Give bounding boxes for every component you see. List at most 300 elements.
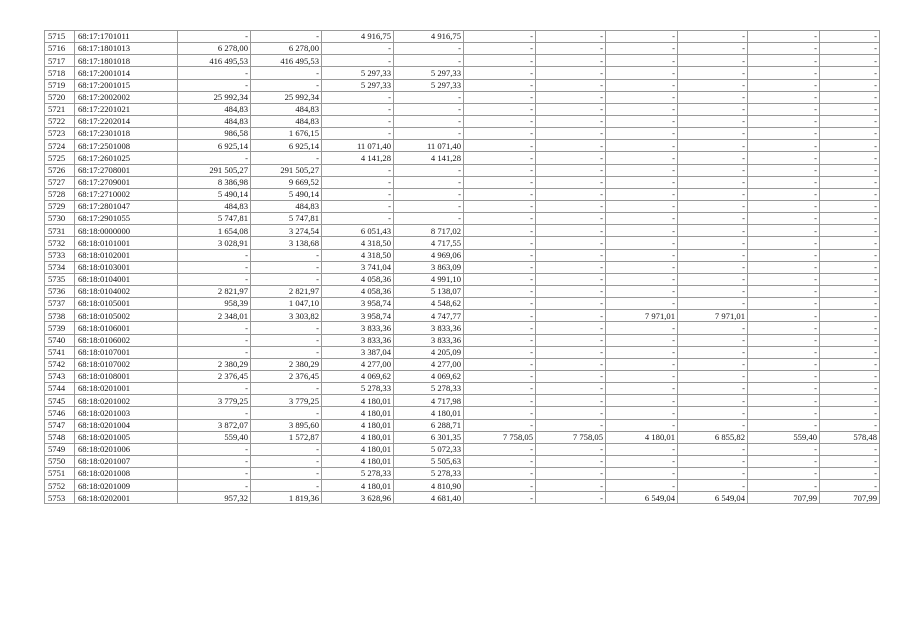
value-cell[interactable]: - [464,128,536,140]
value-cell[interactable]: - [322,115,394,127]
value-cell[interactable]: - [678,261,748,273]
value-cell[interactable]: 1 572,87 [251,431,322,443]
value-cell[interactable]: - [178,249,251,261]
value-cell[interactable]: 3 895,60 [251,419,322,431]
value-cell[interactable]: - [322,164,394,176]
value-cell[interactable]: - [820,91,880,103]
value-cell[interactable]: 7 758,05 [536,431,606,443]
value-cell[interactable]: - [178,261,251,273]
value-cell[interactable]: - [748,455,820,467]
value-cell[interactable]: 2 821,97 [251,285,322,297]
row-number-cell[interactable]: 5735 [45,273,75,285]
value-cell[interactable]: - [536,310,606,322]
value-cell[interactable]: - [251,79,322,91]
value-cell[interactable]: - [464,225,536,237]
value-cell[interactable]: - [678,285,748,297]
cadastral-code-cell[interactable]: 68:17:2002002 [75,91,178,103]
value-cell[interactable]: - [394,213,464,225]
value-cell[interactable]: - [606,67,678,79]
value-cell[interactable]: - [606,468,678,480]
value-cell[interactable]: - [536,91,606,103]
value-cell[interactable]: - [748,176,820,188]
cadastral-code-cell[interactable]: 68:17:2001014 [75,67,178,79]
value-cell[interactable]: - [536,346,606,358]
cadastral-code-cell[interactable]: 68:17:2501008 [75,140,178,152]
value-cell[interactable]: - [178,152,251,164]
value-cell[interactable]: 484,83 [178,103,251,115]
value-cell[interactable]: 6 925,14 [178,140,251,152]
value-cell[interactable]: - [678,419,748,431]
value-cell[interactable]: - [178,480,251,492]
value-cell[interactable]: - [251,334,322,346]
value-cell[interactable]: 484,83 [251,115,322,127]
value-cell[interactable]: - [748,164,820,176]
value-cell[interactable]: - [606,273,678,285]
cadastral-code-cell[interactable]: 68:18:0201007 [75,455,178,467]
value-cell[interactable]: - [536,395,606,407]
value-cell[interactable]: 1 654,08 [178,225,251,237]
value-cell[interactable]: - [464,407,536,419]
value-cell[interactable]: - [464,43,536,55]
cadastral-code-cell[interactable]: 68:18:0106002 [75,334,178,346]
cadastral-code-cell[interactable]: 68:17:2801047 [75,200,178,212]
value-cell[interactable]: 4 810,90 [394,480,464,492]
value-cell[interactable]: - [464,310,536,322]
value-cell[interactable]: 4 318,50 [322,249,394,261]
value-cell[interactable]: - [678,298,748,310]
value-cell[interactable]: - [748,443,820,455]
value-cell[interactable]: 2 821,97 [178,285,251,297]
row-number-cell[interactable]: 5753 [45,492,75,504]
value-cell[interactable]: - [820,188,880,200]
value-cell[interactable]: 7 971,01 [678,310,748,322]
value-cell[interactable]: - [748,140,820,152]
value-cell[interactable]: - [464,273,536,285]
value-cell[interactable]: 6 288,71 [394,419,464,431]
value-cell[interactable]: - [606,358,678,370]
value-cell[interactable]: - [322,188,394,200]
value-cell[interactable]: - [464,443,536,455]
value-cell[interactable]: - [464,261,536,273]
row-number-cell[interactable]: 5730 [45,213,75,225]
value-cell[interactable]: - [464,480,536,492]
value-cell[interactable]: 4 318,50 [322,237,394,249]
value-cell[interactable]: - [678,43,748,55]
value-cell[interactable]: - [464,285,536,297]
value-cell[interactable]: 5 278,33 [322,383,394,395]
cadastral-code-cell[interactable]: 68:18:0201005 [75,431,178,443]
value-cell[interactable]: - [536,407,606,419]
value-cell[interactable]: 4 069,62 [394,370,464,382]
row-number-cell[interactable]: 5745 [45,395,75,407]
value-cell[interactable]: 4 141,28 [322,152,394,164]
value-cell[interactable]: - [606,419,678,431]
value-cell[interactable]: 4 180,01 [322,419,394,431]
row-number-cell[interactable]: 5731 [45,225,75,237]
value-cell[interactable]: 5 278,33 [394,468,464,480]
value-cell[interactable]: - [251,346,322,358]
value-cell[interactable]: 3 779,25 [178,395,251,407]
value-cell[interactable]: - [536,322,606,334]
value-cell[interactable]: - [678,115,748,127]
value-cell[interactable]: 4 069,62 [322,370,394,382]
value-cell[interactable]: - [678,358,748,370]
value-cell[interactable]: - [820,261,880,273]
value-cell[interactable]: - [748,91,820,103]
value-cell[interactable]: 4 969,06 [394,249,464,261]
value-cell[interactable]: 6 855,82 [678,431,748,443]
value-cell[interactable]: 8 386,98 [178,176,251,188]
value-cell[interactable]: - [536,261,606,273]
value-cell[interactable]: - [678,152,748,164]
row-number-cell[interactable]: 5721 [45,103,75,115]
value-cell[interactable]: 11 071,40 [394,140,464,152]
value-cell[interactable]: - [251,249,322,261]
value-cell[interactable]: - [464,322,536,334]
row-number-cell[interactable]: 5718 [45,67,75,79]
value-cell[interactable]: - [748,480,820,492]
row-number-cell[interactable]: 5737 [45,298,75,310]
value-cell[interactable]: - [748,200,820,212]
cadastral-code-cell[interactable]: 68:18:0103001 [75,261,178,273]
value-cell[interactable]: 3 387,04 [322,346,394,358]
row-number-cell[interactable]: 5744 [45,383,75,395]
value-cell[interactable]: - [748,334,820,346]
row-number-cell[interactable]: 5715 [45,31,75,43]
value-cell[interactable]: - [748,346,820,358]
value-cell[interactable]: - [606,91,678,103]
value-cell[interactable]: 4 277,00 [394,358,464,370]
value-cell[interactable]: - [536,237,606,249]
value-cell[interactable]: - [464,164,536,176]
row-number-cell[interactable]: 5727 [45,176,75,188]
value-cell[interactable]: - [820,370,880,382]
value-cell[interactable]: - [820,225,880,237]
value-cell[interactable]: - [678,346,748,358]
value-cell[interactable]: 25 992,34 [251,91,322,103]
value-cell[interactable]: 957,32 [178,492,251,504]
value-cell[interactable]: 4 058,36 [322,273,394,285]
value-cell[interactable]: - [820,407,880,419]
value-cell[interactable]: - [394,176,464,188]
value-cell[interactable]: 3 833,36 [322,334,394,346]
value-cell[interactable]: - [464,67,536,79]
value-cell[interactable]: - [322,91,394,103]
value-cell[interactable]: 7 758,05 [464,431,536,443]
cadastral-code-cell[interactable]: 68:17:2202014 [75,115,178,127]
value-cell[interactable]: - [178,407,251,419]
row-number-cell[interactable]: 5743 [45,370,75,382]
value-cell[interactable]: - [536,55,606,67]
value-cell[interactable]: - [748,395,820,407]
value-cell[interactable]: 5 297,33 [394,67,464,79]
value-cell[interactable]: 1 819,36 [251,492,322,504]
value-cell[interactable]: - [178,322,251,334]
value-cell[interactable]: - [606,322,678,334]
value-cell[interactable]: - [536,492,606,504]
value-cell[interactable]: - [820,383,880,395]
value-cell[interactable]: - [464,237,536,249]
value-cell[interactable]: - [748,298,820,310]
value-cell[interactable]: - [536,188,606,200]
value-cell[interactable]: - [322,103,394,115]
value-cell[interactable]: 3 863,09 [394,261,464,273]
value-cell[interactable]: - [820,419,880,431]
value-cell[interactable]: - [464,358,536,370]
row-number-cell[interactable]: 5750 [45,455,75,467]
row-number-cell[interactable]: 5732 [45,237,75,249]
value-cell[interactable]: - [464,200,536,212]
value-cell[interactable]: - [748,213,820,225]
value-cell[interactable]: - [251,480,322,492]
value-cell[interactable]: - [820,213,880,225]
value-cell[interactable]: - [678,67,748,79]
value-cell[interactable]: - [322,55,394,67]
value-cell[interactable]: - [606,249,678,261]
value-cell[interactable]: - [464,213,536,225]
value-cell[interactable]: - [820,443,880,455]
cadastral-code-cell[interactable]: 68:18:0105001 [75,298,178,310]
value-cell[interactable]: - [251,273,322,285]
value-cell[interactable]: - [748,273,820,285]
value-cell[interactable]: 5 747,81 [251,213,322,225]
value-cell[interactable]: 3 833,36 [394,334,464,346]
value-cell[interactable]: - [748,310,820,322]
value-cell[interactable]: - [748,322,820,334]
cadastral-code-cell[interactable]: 68:18:0107002 [75,358,178,370]
value-cell[interactable]: - [606,480,678,492]
row-number-cell[interactable]: 5733 [45,249,75,261]
value-cell[interactable]: 291 505,27 [178,164,251,176]
value-cell[interactable]: 6 925,14 [251,140,322,152]
value-cell[interactable]: - [606,370,678,382]
value-cell[interactable]: 6 549,04 [678,492,748,504]
value-cell[interactable]: - [748,188,820,200]
value-cell[interactable]: - [820,395,880,407]
value-cell[interactable]: 416 495,53 [251,55,322,67]
row-number-cell[interactable]: 5729 [45,200,75,212]
value-cell[interactable]: - [820,176,880,188]
value-cell[interactable]: 416 495,53 [178,55,251,67]
value-cell[interactable]: 6 278,00 [178,43,251,55]
value-cell[interactable]: 2 376,45 [178,370,251,382]
value-cell[interactable]: - [820,200,880,212]
value-cell[interactable]: - [178,31,251,43]
value-cell[interactable]: - [394,188,464,200]
value-cell[interactable]: - [464,91,536,103]
value-cell[interactable]: 4 205,09 [394,346,464,358]
value-cell[interactable]: - [820,310,880,322]
value-cell[interactable]: 2 376,45 [251,370,322,382]
value-cell[interactable]: 4 681,40 [394,492,464,504]
value-cell[interactable]: - [820,128,880,140]
value-cell[interactable]: - [536,383,606,395]
value-cell[interactable]: - [606,188,678,200]
value-cell[interactable]: 8 717,02 [394,225,464,237]
row-number-cell[interactable]: 5717 [45,55,75,67]
value-cell[interactable]: 578,48 [820,431,880,443]
value-cell[interactable]: 3 958,74 [322,310,394,322]
value-cell[interactable]: - [606,225,678,237]
value-cell[interactable]: 4 747,77 [394,310,464,322]
value-cell[interactable]: 7 971,01 [606,310,678,322]
value-cell[interactable]: - [606,152,678,164]
value-cell[interactable]: - [464,492,536,504]
value-cell[interactable]: 4 180,01 [394,407,464,419]
value-cell[interactable]: - [536,480,606,492]
value-cell[interactable]: - [251,468,322,480]
value-cell[interactable]: - [394,43,464,55]
value-cell[interactable]: - [606,176,678,188]
value-cell[interactable]: 4 916,75 [394,31,464,43]
value-cell[interactable]: - [536,273,606,285]
value-cell[interactable]: - [178,67,251,79]
row-number-cell[interactable]: 5724 [45,140,75,152]
value-cell[interactable]: - [394,115,464,127]
value-cell[interactable]: - [394,200,464,212]
value-cell[interactable]: - [820,298,880,310]
value-cell[interactable]: - [606,407,678,419]
value-cell[interactable]: 1 676,15 [251,128,322,140]
value-cell[interactable]: - [820,322,880,334]
value-cell[interactable]: - [748,55,820,67]
value-cell[interactable]: - [678,383,748,395]
value-cell[interactable]: - [748,128,820,140]
value-cell[interactable]: 986,58 [178,128,251,140]
cadastral-code-cell[interactable]: 68:18:0101001 [75,237,178,249]
cadastral-code-cell[interactable]: 68:18:0201006 [75,443,178,455]
value-cell[interactable]: - [178,383,251,395]
value-cell[interactable]: - [748,31,820,43]
value-cell[interactable]: 958,39 [178,298,251,310]
value-cell[interactable]: 4 991,10 [394,273,464,285]
value-cell[interactable]: - [606,285,678,297]
value-cell[interactable]: - [678,176,748,188]
value-cell[interactable]: 4 180,01 [322,480,394,492]
value-cell[interactable]: - [748,419,820,431]
cadastral-code-cell[interactable]: 68:18:0201003 [75,407,178,419]
value-cell[interactable]: - [678,140,748,152]
value-cell[interactable]: - [606,261,678,273]
value-cell[interactable]: - [820,358,880,370]
value-cell[interactable]: - [536,358,606,370]
value-cell[interactable]: - [678,103,748,115]
value-cell[interactable]: - [251,322,322,334]
value-cell[interactable]: - [536,443,606,455]
value-cell[interactable]: - [820,164,880,176]
value-cell[interactable]: - [820,67,880,79]
value-cell[interactable]: 4 180,01 [322,407,394,419]
value-cell[interactable]: 4 717,98 [394,395,464,407]
value-cell[interactable]: 3 303,82 [251,310,322,322]
value-cell[interactable]: 484,83 [178,200,251,212]
value-cell[interactable]: - [678,322,748,334]
value-cell[interactable]: - [464,55,536,67]
value-cell[interactable]: 4 180,01 [606,431,678,443]
cadastral-code-cell[interactable]: 68:17:2708001 [75,164,178,176]
value-cell[interactable]: - [748,67,820,79]
value-cell[interactable]: 3 958,74 [322,298,394,310]
value-cell[interactable]: - [820,140,880,152]
value-cell[interactable]: 559,40 [178,431,251,443]
value-cell[interactable]: 5 490,14 [178,188,251,200]
value-cell[interactable]: - [606,103,678,115]
value-cell[interactable]: 4 180,01 [322,443,394,455]
value-cell[interactable]: - [606,346,678,358]
value-cell[interactable]: - [464,334,536,346]
cadastral-code-cell[interactable]: 68:18:0201009 [75,480,178,492]
value-cell[interactable]: 3 872,07 [178,419,251,431]
value-cell[interactable]: - [536,200,606,212]
value-cell[interactable]: - [322,176,394,188]
value-cell[interactable]: 484,83 [251,200,322,212]
value-cell[interactable]: - [748,407,820,419]
value-cell[interactable]: - [606,213,678,225]
value-cell[interactable]: - [322,213,394,225]
value-cell[interactable]: - [678,237,748,249]
value-cell[interactable]: - [536,128,606,140]
value-cell[interactable]: - [536,67,606,79]
value-cell[interactable]: - [606,298,678,310]
value-cell[interactable]: 5 278,33 [322,468,394,480]
value-cell[interactable]: - [678,91,748,103]
row-number-cell[interactable]: 5725 [45,152,75,164]
cadastral-code-cell[interactable]: 68:17:1701011 [75,31,178,43]
value-cell[interactable]: - [606,31,678,43]
cadastral-code-cell[interactable]: 68:18:0201004 [75,419,178,431]
value-cell[interactable]: - [606,79,678,91]
row-number-cell[interactable]: 5751 [45,468,75,480]
cadastral-code-cell[interactable]: 68:17:1801018 [75,55,178,67]
cadastral-code-cell[interactable]: 68:17:2710002 [75,188,178,200]
value-cell[interactable]: - [606,383,678,395]
value-cell[interactable]: - [536,455,606,467]
value-cell[interactable]: - [178,455,251,467]
value-cell[interactable]: - [820,285,880,297]
value-cell[interactable]: - [394,164,464,176]
value-cell[interactable]: 3 833,36 [394,322,464,334]
value-cell[interactable]: 3 833,36 [322,322,394,334]
value-cell[interactable]: - [251,261,322,273]
value-cell[interactable]: - [464,468,536,480]
value-cell[interactable]: - [251,455,322,467]
value-cell[interactable]: - [251,152,322,164]
value-cell[interactable]: - [748,285,820,297]
value-cell[interactable]: - [606,200,678,212]
value-cell[interactable]: 3 628,96 [322,492,394,504]
value-cell[interactable]: - [322,200,394,212]
value-cell[interactable]: 3 274,54 [251,225,322,237]
value-cell[interactable]: - [464,383,536,395]
value-cell[interactable]: 4 548,62 [394,298,464,310]
value-cell[interactable]: - [606,128,678,140]
value-cell[interactable]: - [606,334,678,346]
value-cell[interactable]: - [464,370,536,382]
value-cell[interactable]: - [606,395,678,407]
value-cell[interactable]: 707,99 [748,492,820,504]
value-cell[interactable]: - [820,152,880,164]
value-cell[interactable]: 4 916,75 [322,31,394,43]
value-cell[interactable]: 3 779,25 [251,395,322,407]
value-cell[interactable]: - [464,115,536,127]
value-cell[interactable]: - [606,43,678,55]
value-cell[interactable]: - [820,237,880,249]
value-cell[interactable]: - [678,31,748,43]
value-cell[interactable]: 3 138,68 [251,237,322,249]
row-number-cell[interactable]: 5726 [45,164,75,176]
value-cell[interactable]: - [606,164,678,176]
value-cell[interactable]: - [748,358,820,370]
